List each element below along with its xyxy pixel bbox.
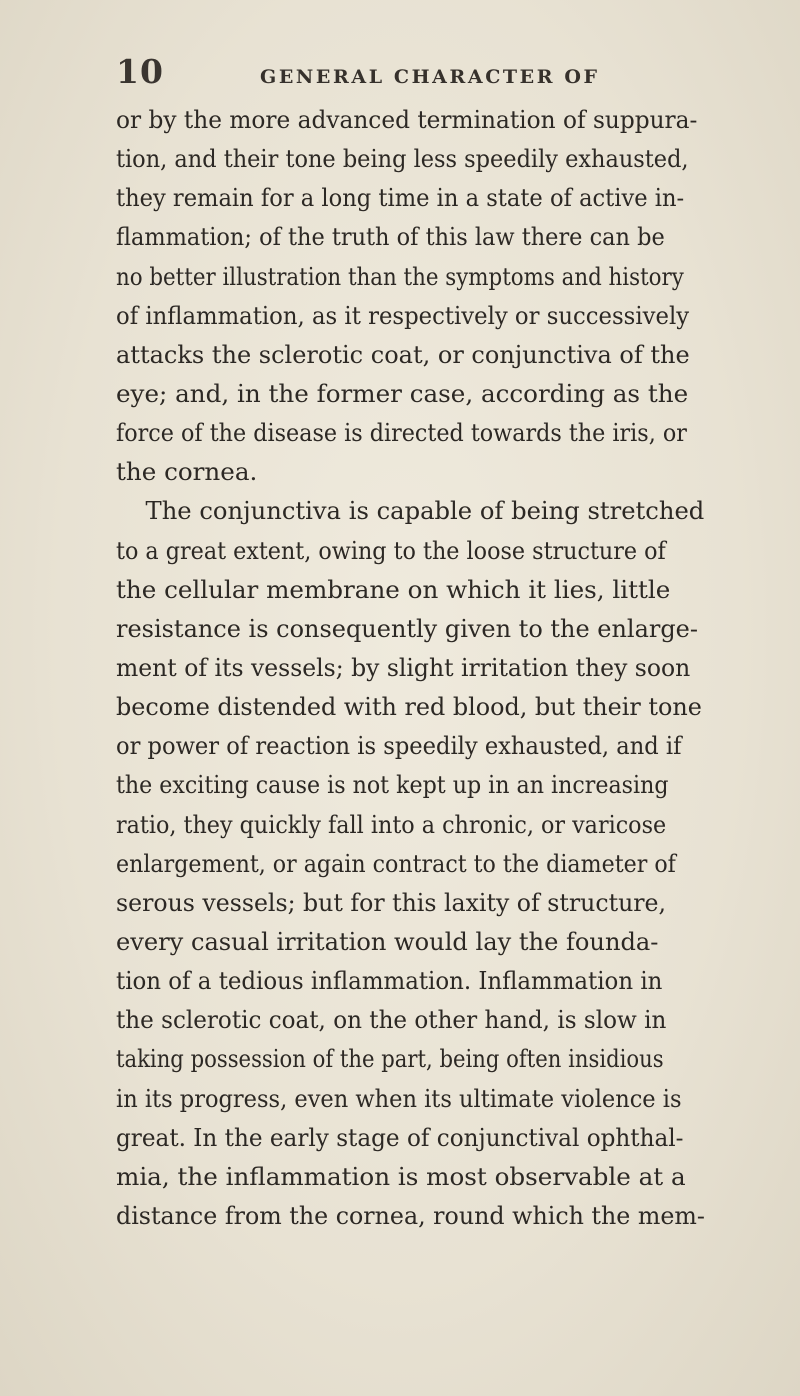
text-line: they remain for a long time in a state of active in- [116,183,685,213]
running-head: GENERAL CHARACTER OF [260,66,600,88]
text-line: great. In the early stage of conjunctival ophthal- [116,1122,684,1152]
text-line: distance from the cornea, round which the mem- [116,1200,705,1230]
text-line: of inflammation, as it respectively or successively [116,300,690,330]
text-line: flammation; of the truth of this law there can be [116,222,665,252]
text-line: the cellular membrane on which it lies, little [116,574,671,604]
text-line: to a great extent, owing to the loose structure of [116,535,666,565]
text-line: or by the more advanced termination of suppura- [116,105,698,134]
text-line: or power of reaction is speedily exhausted, and if [116,731,682,761]
text-line: the sclerotic coat, on the other hand, is slow in [116,1005,667,1035]
text-line: in its progress, even when its ultimate violence is [116,1083,682,1113]
text-line: the exciting cause is not kept up in an increasing [116,770,669,800]
text-line: tion, and their tone being less speedily exhausted, [116,144,689,174]
text-line: The conjunctiva is capable of being stretched [145,496,705,526]
text-line: eye; and, in the former case, according as the [116,378,689,408]
text-line: become distended with red blood, but their tone [116,692,702,722]
text-line: taking possession of the part, being often insidious [116,1044,664,1074]
page-number: 10 [116,52,164,91]
text-line: the cornea. [116,457,258,487]
text-line: no better illustration than the symptoms and history [116,261,684,291]
text-line: enlargement, or again contract to the diameter of [116,848,676,878]
text-line: mia, the inflammation is most observable at a [116,1161,686,1191]
text-line: attacks the sclerotic coat, or conjunctiva of the [116,339,690,369]
text-line: force of the disease is directed towards the iris, or [116,418,687,448]
text-line: ment of its vessels; by slight irritation they soon [116,652,691,682]
text-line: ratio, they quickly fall into a chronic, or varicose [116,809,667,839]
text-line: serous vessels; but for this laxity of structure, [116,887,667,917]
text-line: every casual irritation would lay the founda- [116,926,659,956]
text-line: tion of a tedious inflammation. Inflammation in [116,966,663,996]
body-text [116,100,800,1235]
text-line: resistance is consequently given to the enlarge- [116,613,698,643]
page-header [0,52,800,92]
